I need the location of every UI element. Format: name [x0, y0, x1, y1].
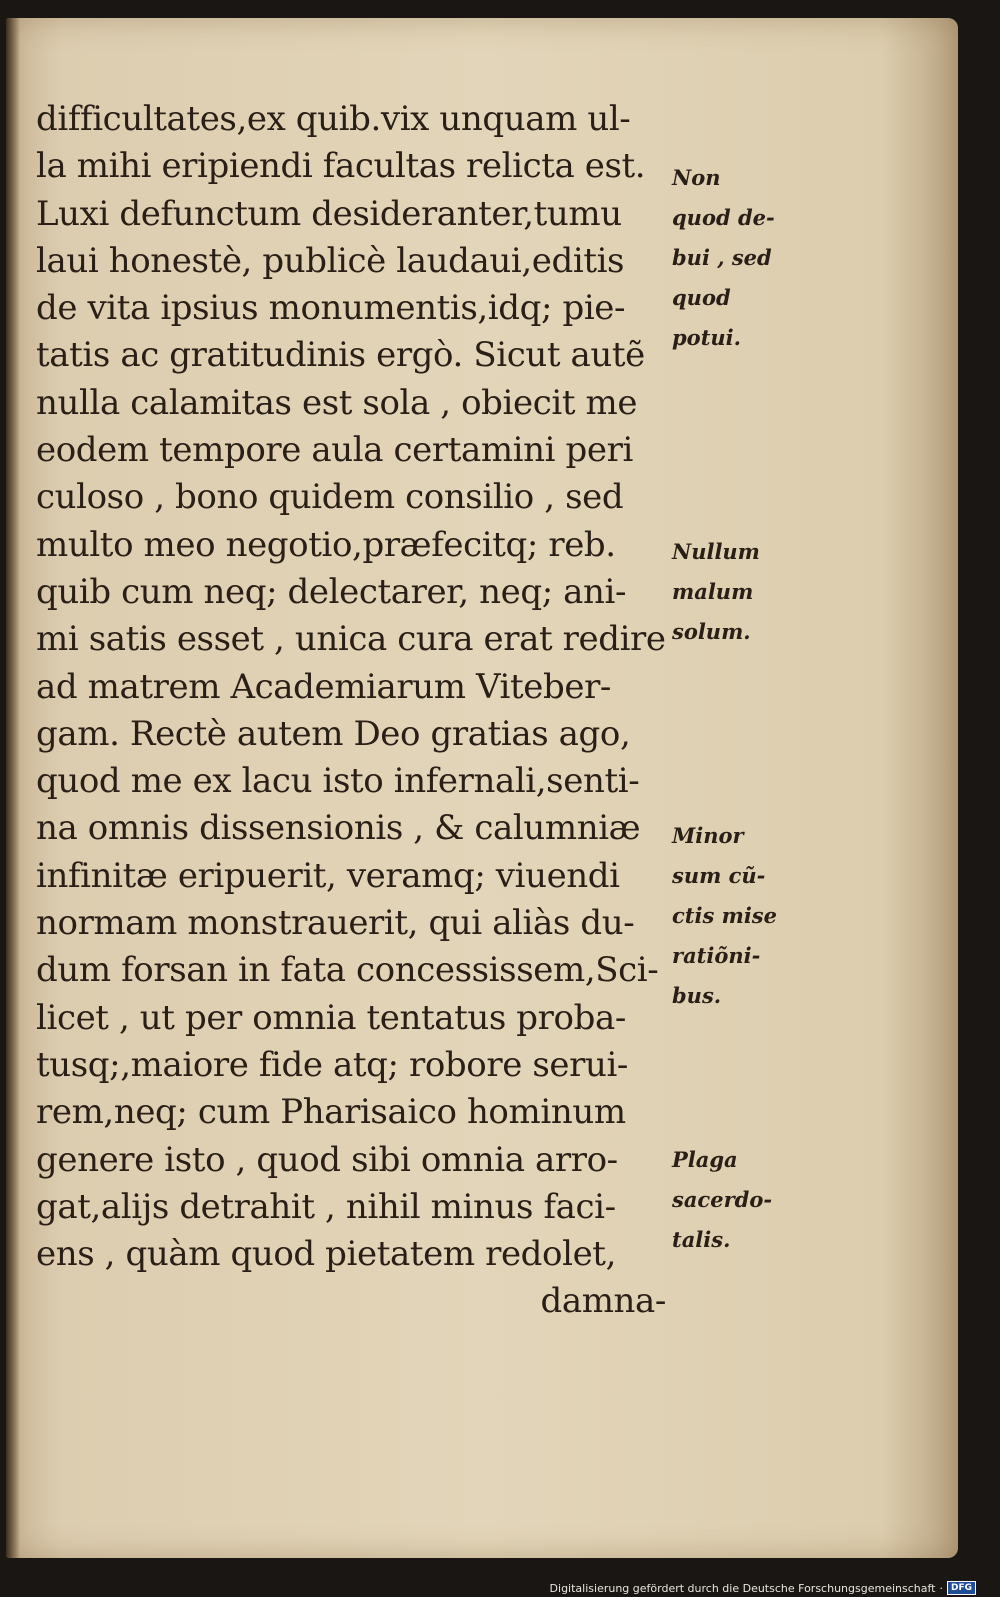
note-line: Non	[672, 165, 721, 190]
text-line: genere isto , quod sibi omnia arro-	[36, 1139, 618, 1180]
text-line: la mihi eripiendi facultas relicta est.	[36, 146, 646, 187]
page-binding-edge	[6, 18, 20, 1558]
text-line: gat,alijs detrahit , nihil minus faci-	[36, 1186, 616, 1227]
note-line: sacerdo-	[672, 1187, 773, 1212]
text-line: multo meo negotio,præfecitq; reb.	[36, 524, 616, 565]
note-line: solum.	[672, 619, 751, 644]
text-line: quib cum neq; delectarer, neq; ani-	[36, 571, 627, 612]
note-line: ctis mise	[672, 903, 777, 928]
text-line: difficultates,ex quib.vix unquam ul-	[36, 99, 631, 139]
dfg-logo-icon: DFG	[947, 1581, 976, 1595]
note-line: Plaga	[672, 1147, 738, 1172]
text-line: normam monstrauerit, qui aliàs du-	[36, 903, 635, 944]
main-text-column	[36, 96, 676, 1326]
text-line: mi satis esset , unica cura erat redire	[36, 619, 666, 660]
note-line: potui.	[672, 325, 741, 350]
note-line: quod de-	[672, 205, 775, 230]
text-line: Luxi defunctum desideranter,tumu	[36, 193, 622, 234]
text-line: tusq;,maiore fide atq; robore serui-	[36, 1044, 629, 1085]
text-line: na omnis dissensionis , & calumniæ	[36, 808, 641, 849]
text-line: gam. Rectè autem Deo gratias ago,	[36, 713, 631, 754]
text-line: eodem tempore aula certamini peri	[36, 430, 633, 471]
note-line: ratiõni-	[672, 943, 761, 968]
funding-credit: Digitalisierung gefördert durch die Deutsche Forschungsgemeinschaft	[549, 1581, 936, 1595]
note-line: quod	[672, 285, 731, 310]
note-line: malum	[672, 579, 754, 604]
marginal-note-1	[672, 158, 775, 358]
note-line: Nullum	[672, 539, 760, 564]
text-line: de vita ipsius monumentis,idq; pie-	[36, 288, 626, 329]
text-line: quod me ex lacu isto infernali,senti-	[36, 761, 640, 802]
note-line: bus.	[672, 983, 722, 1008]
catchword: damna-	[540, 1281, 666, 1322]
note-line: sum cũ-	[672, 863, 766, 888]
marginal-note-2	[672, 532, 760, 652]
marginal-note-3	[672, 816, 777, 1016]
text-line: ens , quàm quod pietatem redolet,	[36, 1234, 616, 1275]
note-line: bui , sed	[672, 245, 772, 270]
text-line: ad matrem Academiarum Viteber-	[36, 666, 612, 707]
text-line: infinitæ eripuerit, veramq; viuendi	[36, 855, 620, 896]
note-line: Minor	[672, 823, 744, 848]
text-line: laui honestè, publicè laudaui,editis	[36, 240, 625, 281]
text-line: dum forsan in fata concessissem,Sci-	[36, 950, 659, 991]
note-line: talis.	[672, 1227, 731, 1252]
text-line: culoso , bono quidem consilio , sed	[36, 477, 624, 518]
funding-footer: Digitalisierung gefördert durch die Deutsche Forschungsgemeinschaft · DFG	[550, 1581, 976, 1595]
text-line: tatis ac gratitudinis ergò. Sicut autẽ	[36, 335, 645, 376]
text-line: rem,neq; cum Pharisaico hominum	[36, 1092, 626, 1133]
text-line: nulla calamitas est sola , obiecit me	[36, 382, 638, 423]
text-line: licet , ut per omnia tentatus proba-	[36, 997, 626, 1038]
marginal-note-4	[672, 1140, 772, 1260]
